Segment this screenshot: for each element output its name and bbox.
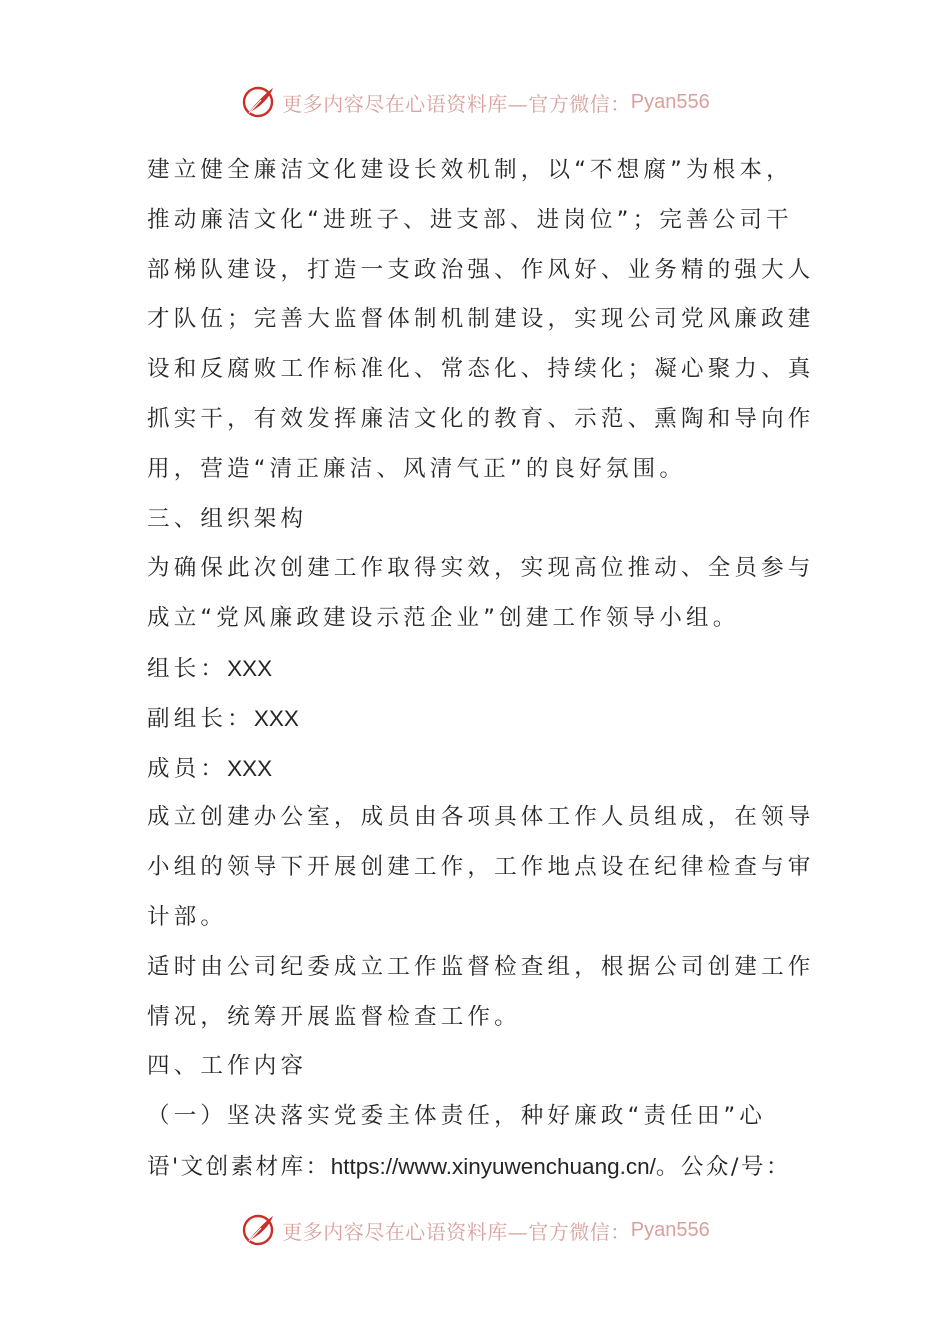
quill-logo-icon (240, 84, 276, 120)
paragraph-line: 设和反腐败工作标准化、常态化、持续化；凝心聚力、真 (147, 356, 815, 383)
paragraph-line: 小组的领导下开展创建工作，工作地点设在纪律检查与审 (147, 854, 815, 881)
paragraph-line: 用，营造“清正廉洁、风清气正”的良好氛围。 (147, 455, 687, 482)
watermark-banner-top (0, 82, 950, 122)
deputy-value: XXX (253, 705, 299, 731)
banner-wechat-id: Pyan556 (630, 90, 710, 113)
leader-label: 组长： (147, 655, 228, 682)
paragraph-line: 适时由公司纪委成立工作监督检查组，根据公司创建工作 (147, 953, 815, 980)
deputy-line (147, 694, 812, 744)
paragraph-line: 建立健全廉洁文化建设长效机制，以“不想腐”为根本， (147, 157, 793, 183)
paragraph-line: 为确保此次创建工作取得实效，实现高位推动、全员参与 (147, 555, 815, 582)
banner-text: 更多内容尽在心语资料库—官方微信： (282, 1219, 631, 1244)
paragraph-line: 成立“党风廉政建设示范企业”创建工作领导小组。 (147, 605, 740, 632)
members-value: XXX (227, 755, 273, 781)
section-heading: 三、组织架构 (147, 505, 308, 532)
paragraph-line: 部梯队建设，打造一支政治强、作风好、业务精的强大人 (147, 256, 815, 283)
banner-text: 更多内容尽在心语资料库—官方微信： (282, 91, 631, 116)
document-body (147, 146, 815, 1192)
source-line (147, 1142, 812, 1192)
paragraph-line: 计部。 (147, 903, 228, 930)
paragraph-line: 推动廉洁文化“进班子、进支部、进岗位”；完善公司干 (147, 206, 793, 233)
deputy-label: 副组长： (147, 705, 254, 732)
members-label: 成员： (147, 755, 228, 782)
paragraph-line: （一）坚决落实党委主体责任，种好廉政“责任田”心 (147, 1103, 767, 1130)
quill-logo-icon (240, 1212, 276, 1248)
paragraph-line: 情况，统筹开展监督检查工作。 (147, 1003, 521, 1030)
paragraph-line: 才队伍；完善大监督体制机制建设，实现公司党风廉政建 (147, 306, 815, 333)
source-prefix: 语'文创素材库： (147, 1153, 331, 1180)
paragraph-line: 抓实干，有效发挥廉洁文化的教育、示范、熏陶和导向作 (147, 405, 815, 432)
leader-line (147, 644, 812, 694)
source-url: https://www.xinyuwenchuang.cn/ (330, 1153, 656, 1179)
section-heading: 四、工作内容 (147, 1053, 308, 1080)
watermark-banner-bottom (0, 1210, 950, 1250)
banner-wechat-id: Pyan556 (630, 1218, 710, 1241)
leader-value: XXX (227, 655, 273, 681)
paragraph-line: 成立创建办公室，成员由各项具体工作人员组成，在领导 (147, 804, 815, 831)
source-suffix: 。公众/号： (655, 1153, 791, 1180)
members-line (147, 744, 812, 794)
